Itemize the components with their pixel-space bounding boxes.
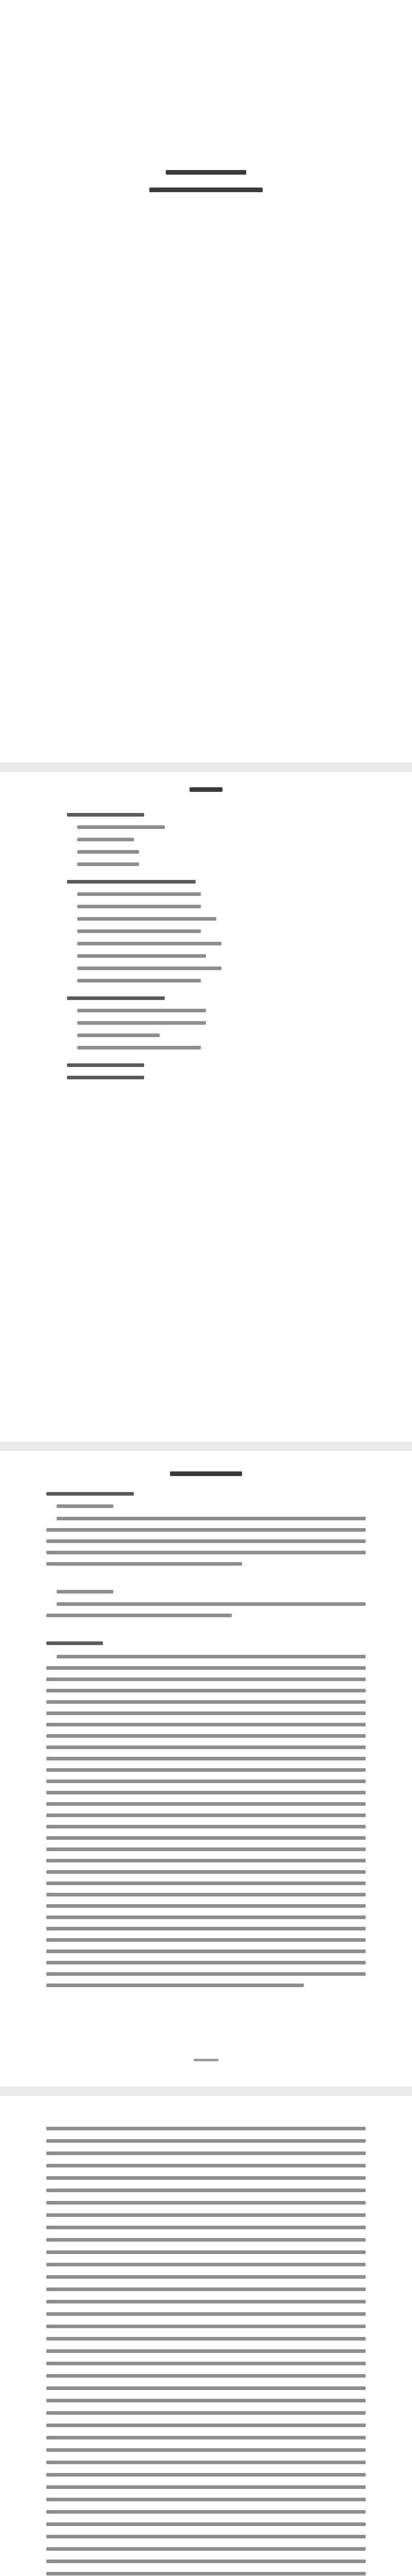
chapter-heading <box>170 1471 242 1476</box>
contents-entry <box>77 979 201 982</box>
contents-entry <box>77 1033 160 1037</box>
contents-entry <box>77 825 165 829</box>
contents-entry <box>67 1063 144 1067</box>
contents-entry <box>77 1021 206 1025</box>
contents-heading <box>190 787 222 792</box>
contents-entry <box>67 880 196 884</box>
section-heading <box>46 1492 134 1496</box>
contents-entry <box>77 917 216 921</box>
body-paragraph <box>0 1602 412 1633</box>
subsection-heading <box>57 1504 113 1508</box>
contents-entry <box>77 942 221 945</box>
contents-entry <box>77 1009 206 1012</box>
contents-entry <box>67 813 144 817</box>
contents-entry <box>67 1076 144 1079</box>
contents-entry <box>77 1046 201 1049</box>
section-heading <box>46 1641 103 1645</box>
body-paragraph <box>0 1655 412 2015</box>
body-page <box>0 2096 412 2576</box>
contents-entry <box>77 954 206 958</box>
subsection-heading <box>57 1590 113 1594</box>
cover-title-block <box>0 170 412 232</box>
page-number <box>194 2059 218 2061</box>
cover-title-line <box>166 170 246 175</box>
contents-entry <box>77 967 221 970</box>
contents-entry <box>77 862 139 866</box>
body-paragraph <box>0 2127 412 2576</box>
contents-entry <box>77 838 134 841</box>
body-page <box>0 1451 412 2087</box>
cover-subtitle-line <box>149 188 263 192</box>
contents-entry <box>77 850 139 854</box>
contents-entry <box>77 929 201 933</box>
contents-entry <box>77 905 201 908</box>
cover-page <box>0 0 412 762</box>
contents-entry <box>67 996 165 1000</box>
contents-entry <box>77 892 201 896</box>
contents-list <box>0 813 412 1101</box>
contents-page <box>0 772 412 1442</box>
body-paragraph <box>0 1517 412 1579</box>
